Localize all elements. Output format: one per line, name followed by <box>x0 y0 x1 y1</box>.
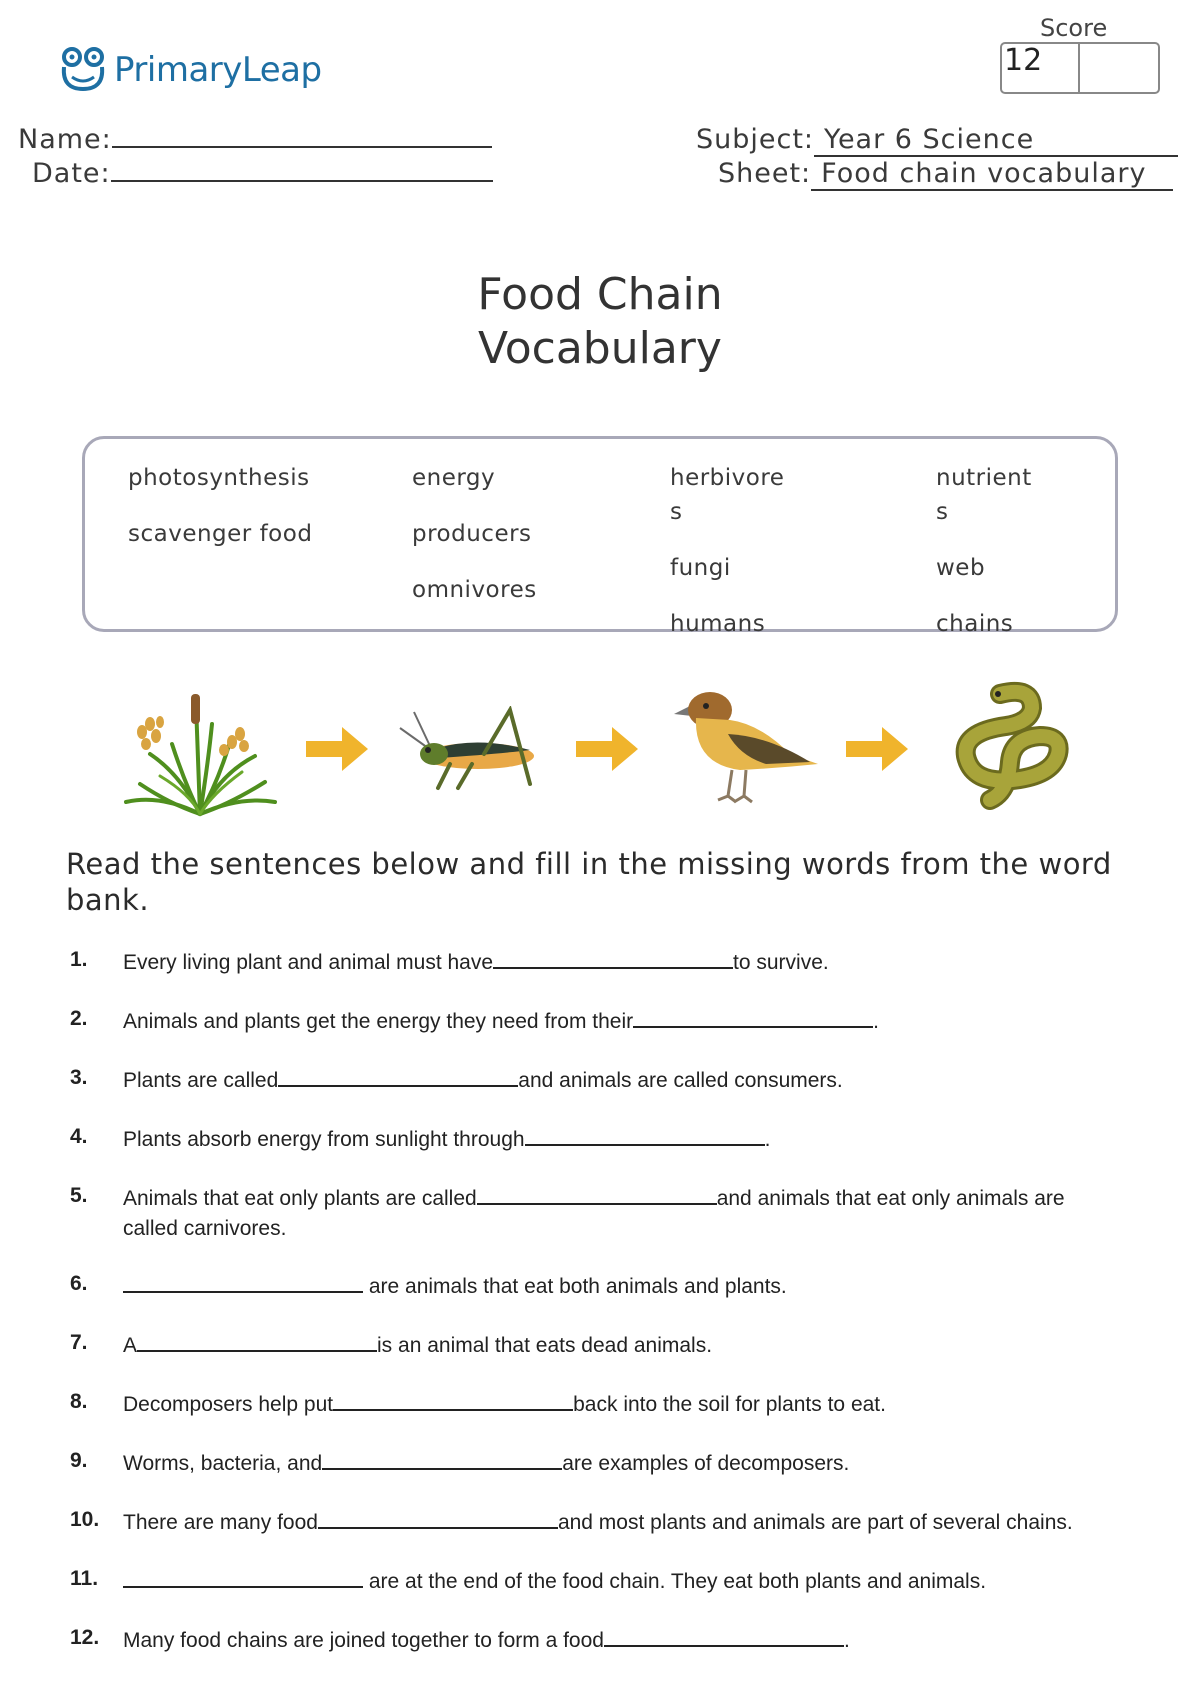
word-bank-col-1 <box>128 461 312 551</box>
question-text-after: . <box>764 1128 771 1151</box>
word-bank-word: humans <box>670 611 766 637</box>
subject-value: Year 6 Science <box>814 124 1178 157</box>
question-text-after: . <box>843 1629 850 1652</box>
date-line[interactable] <box>111 180 493 182</box>
question-text-after: are examples of decomposers. <box>562 1452 850 1475</box>
question-text-after: back into the soil for plants to eat. <box>573 1393 886 1416</box>
answer-blank[interactable] <box>318 1509 558 1529</box>
name-line[interactable] <box>112 146 492 148</box>
word-bank-col-3 <box>670 461 784 641</box>
date-field[interactable] <box>32 158 493 189</box>
question-number: 2. <box>70 1007 88 1030</box>
question-number: 5. <box>70 1184 88 1207</box>
question-text-before: Animals and plants get the energy they need from their <box>123 1010 634 1033</box>
reeds-plant-icon <box>120 684 280 818</box>
arrow-right-icon <box>576 727 638 771</box>
word-bank-word: producers <box>412 521 532 547</box>
word-bank-word: energy <box>412 465 496 491</box>
question-number: 10. <box>70 1508 100 1531</box>
name-label: Name: <box>18 124 112 155</box>
question-text-before: Worms, bacteria, and <box>123 1452 323 1475</box>
grasshopper-icon <box>398 706 558 792</box>
question-text-after: and most plants and animals are part of several chains. <box>557 1511 1073 1534</box>
question-number: 1. <box>70 948 88 971</box>
snake-icon <box>950 680 1080 812</box>
answer-blank[interactable] <box>525 1126 765 1146</box>
question-text-after: are at the end of the food chain. They eat both plants and animals. <box>368 1570 987 1593</box>
question-number: 3. <box>70 1066 88 1089</box>
arrow-right-icon <box>306 727 368 771</box>
question-number: 6. <box>70 1272 88 1295</box>
score-value: 12 <box>1002 44 1080 92</box>
word-bank-word: s <box>670 499 683 525</box>
question-text-after: . <box>873 1010 879 1033</box>
subject-label: Subject: <box>696 124 815 155</box>
word-bank-word: fungi <box>670 555 731 581</box>
answer-blank[interactable] <box>633 1008 873 1028</box>
date-label: Date: <box>32 158 111 189</box>
question-number: 7. <box>70 1331 88 1354</box>
question-number: 11. <box>70 1567 99 1590</box>
score-box <box>1000 42 1160 94</box>
sheet-value: Food chain vocabulary <box>811 158 1173 191</box>
question-text-after: and animals are called consumers. <box>518 1069 843 1092</box>
page-title <box>0 268 1200 376</box>
question-number: 9. <box>70 1449 88 1472</box>
answer-blank[interactable] <box>137 1332 377 1352</box>
question-text-before: Every living plant and animal must have <box>123 951 494 974</box>
answer-blank[interactable] <box>604 1627 844 1647</box>
sheet-label: Sheet: <box>718 158 812 189</box>
word-bank-word: omnivores <box>412 577 537 603</box>
answer-blank[interactable] <box>333 1391 573 1411</box>
word-bank-word: chains <box>936 611 1014 637</box>
logo-text: PrimaryLeap <box>114 50 322 90</box>
score-label: Score <box>1040 14 1108 42</box>
answer-blank[interactable] <box>123 1568 363 1588</box>
word-bank-word: herbivore <box>670 465 785 491</box>
answer-blank[interactable] <box>477 1185 717 1205</box>
answer-blank[interactable] <box>278 1067 518 1087</box>
question-text-before: Animals that eat only plants are called <box>123 1187 477 1210</box>
instructions: Read the sentences below and fill in the missing words from the word bank. <box>66 847 1112 917</box>
word-bank-word: photosynthesis <box>128 465 310 491</box>
question-text-before: A <box>123 1334 138 1357</box>
question-number: 4. <box>70 1125 88 1148</box>
sheet-field <box>718 158 1173 191</box>
question-text-after: and animals that eat only animals are called carnivores. <box>123 1187 1065 1240</box>
name-field[interactable] <box>18 124 492 155</box>
title-line-2: Vocabulary <box>478 323 722 374</box>
subject-field <box>696 124 1178 157</box>
question-text-before: Plants are called <box>123 1069 279 1092</box>
question-number: 8. <box>70 1390 88 1413</box>
frog-logo-icon <box>58 45 108 95</box>
answer-blank[interactable] <box>493 949 733 969</box>
score-total <box>1080 44 1158 92</box>
question-text-before: Many food chains are joined together to form a food <box>123 1629 604 1652</box>
word-bank-word: web <box>936 555 986 581</box>
question-text-after: are animals that eat both animals and plants. <box>368 1275 787 1298</box>
question-text-after: is an animal that eats dead animals. <box>377 1334 713 1357</box>
word-bank-word: s <box>936 499 949 525</box>
answer-blank[interactable] <box>322 1450 562 1470</box>
question-text-before: Decomposers help put <box>123 1393 334 1416</box>
question-text-after: to survive. <box>733 951 829 974</box>
primaryleap-logo <box>58 42 322 98</box>
word-bank-word: scavenger food <box>128 521 313 547</box>
answer-blank[interactable] <box>123 1273 363 1293</box>
question-text-before: Plants absorb energy from sunlight through <box>123 1128 525 1151</box>
bird-icon <box>670 684 820 806</box>
word-bank-col-4 <box>936 461 1032 641</box>
title-line-1: Food Chain <box>477 269 723 320</box>
word-bank-col-2 <box>412 461 537 607</box>
question-number: 12. <box>70 1626 100 1649</box>
question-text-before: There are many food <box>123 1511 318 1534</box>
word-bank-word: nutrient <box>936 465 1032 491</box>
arrow-right-icon <box>846 727 908 771</box>
